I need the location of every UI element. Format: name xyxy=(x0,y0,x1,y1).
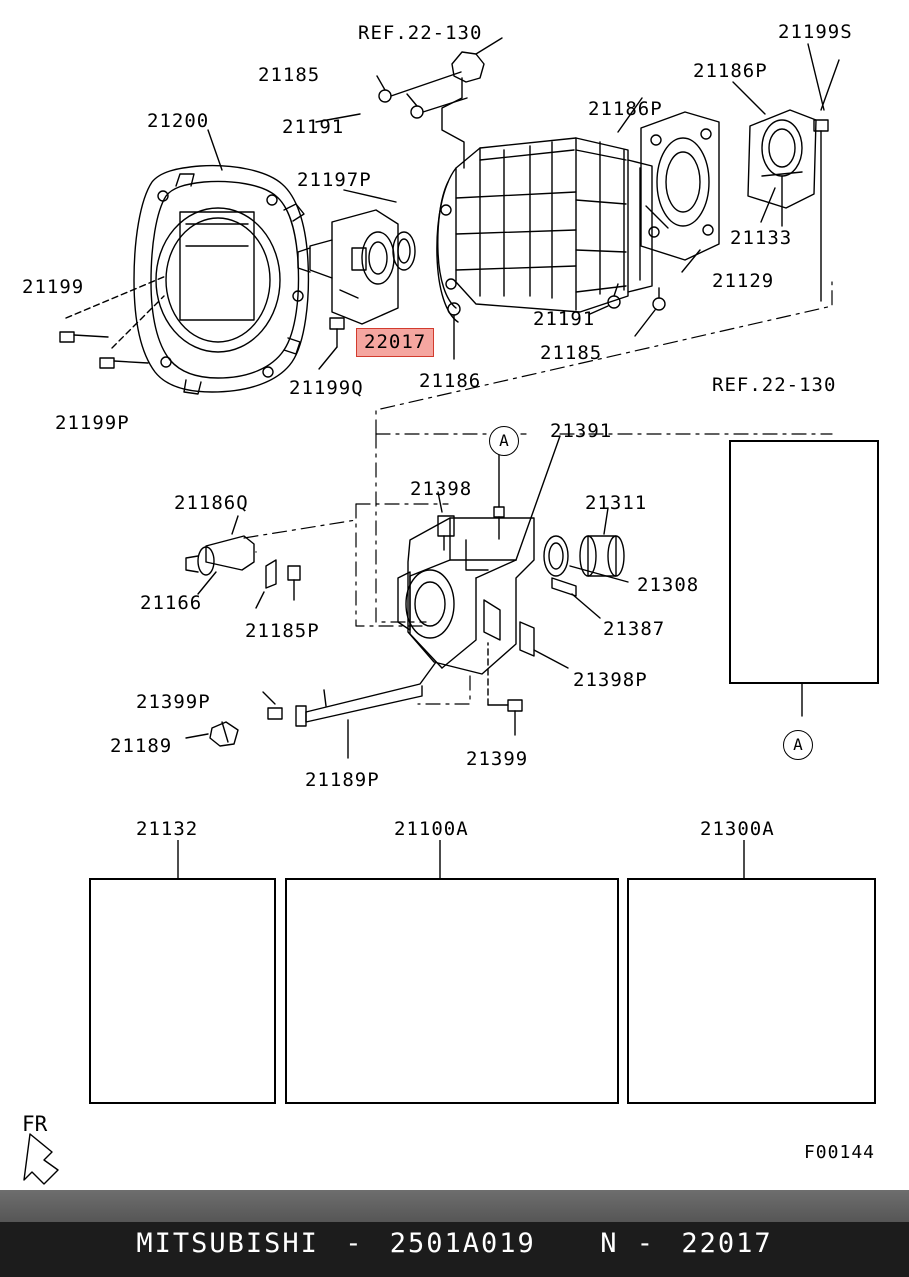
footer-brand: MITSUBISHI xyxy=(136,1228,319,1259)
footer-separator: - xyxy=(345,1228,364,1259)
part-label-21387: 21387 xyxy=(603,618,666,640)
part-label-21185-a: 21185 xyxy=(258,64,321,86)
highlighted-part-label-22017: 22017 xyxy=(356,328,434,357)
part-label-21199p: 21199P xyxy=(55,412,130,434)
part-label-21132: 21132 xyxy=(136,818,199,840)
part-label-21191-b: 21191 xyxy=(533,308,596,330)
part-label-21186q: 21186Q xyxy=(174,492,249,514)
part-label-21300a: 21300A xyxy=(700,818,775,840)
part-label-21100a: 21100A xyxy=(394,818,469,840)
part-label-21399: 21399 xyxy=(466,748,529,770)
part-label-21199q: 21199Q xyxy=(289,377,364,399)
part-label-21391: 21391 xyxy=(550,420,613,442)
reference-label-top: REF.22-130 xyxy=(358,22,483,44)
part-label-21166: 21166 xyxy=(140,592,203,614)
footer-caption xyxy=(0,1228,909,1259)
reference-label-right: REF.22-130 xyxy=(712,374,837,396)
part-label-21186p-a: 21186P xyxy=(693,60,768,82)
orientation-label: FR xyxy=(22,1112,48,1136)
callout-circle-a-bottom: A xyxy=(783,730,813,760)
part-label-21186: 21186 xyxy=(419,370,482,392)
part-label-21199s: 21199S xyxy=(778,21,853,43)
part-label-21398: 21398 xyxy=(410,478,473,500)
footer-part-prefix: N - xyxy=(600,1228,656,1259)
part-label-21191-a: 21191 xyxy=(282,116,345,138)
part-label-21200: 21200 xyxy=(147,110,210,132)
part-label-21129: 21129 xyxy=(712,270,775,292)
part-label-21398p: 21398P xyxy=(573,669,648,691)
part-label-21189p: 21189P xyxy=(305,769,380,791)
drawing-code: F00144 xyxy=(803,1142,875,1163)
part-label-21399p: 21399P xyxy=(136,691,211,713)
part-label-21311: 21311 xyxy=(585,492,648,514)
part-label-21308: 21308 xyxy=(637,574,700,596)
part-label-21133: 21133 xyxy=(730,227,793,249)
footer-catalog-number: 2501A019 xyxy=(389,1228,536,1259)
callout-circle-a-top: A xyxy=(489,426,519,456)
part-label-21197p: 21197P xyxy=(297,169,372,191)
part-label-21185p: 21185P xyxy=(245,620,320,642)
part-label-21185-b: 21185 xyxy=(540,342,603,364)
part-label-21199: 21199 xyxy=(22,276,85,298)
part-label-21186p-b: 21186P xyxy=(588,98,663,120)
footer-part-number: 22017 xyxy=(681,1228,773,1259)
part-label-21189: 21189 xyxy=(110,735,173,757)
